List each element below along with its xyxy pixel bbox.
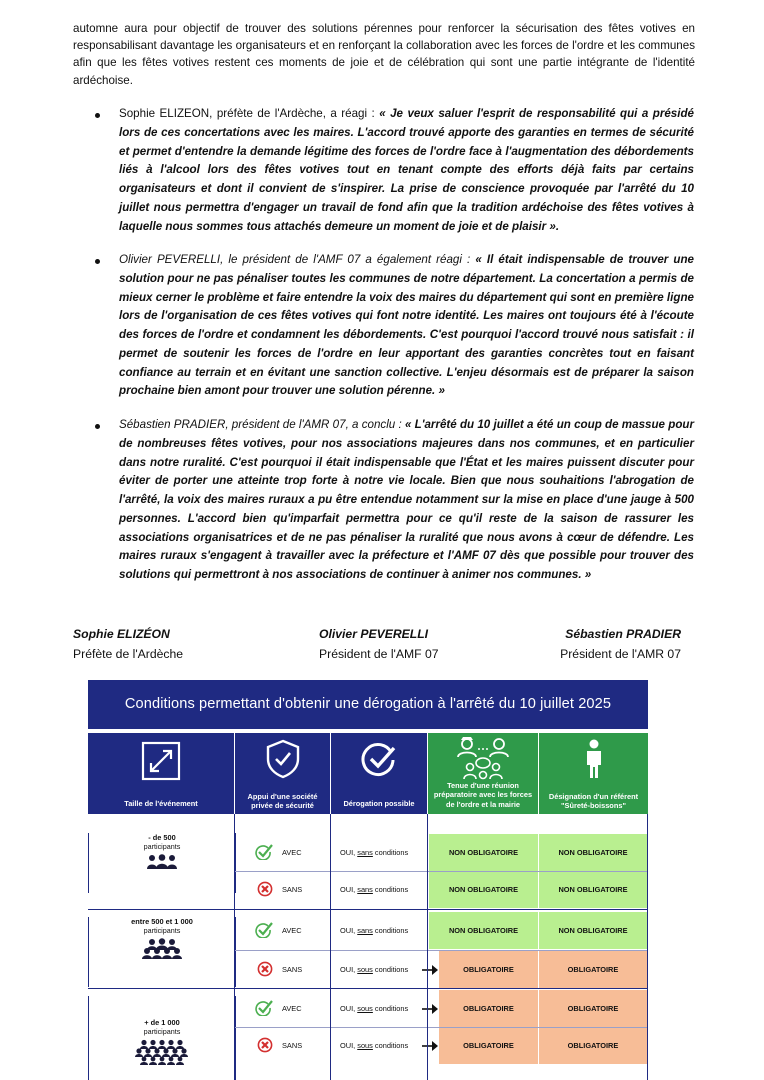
row-4-derogation — [340, 951, 428, 988]
derog-suffix: conditions — [372, 965, 409, 974]
row-5-referent: OBLIGATOIRE — [539, 990, 647, 1027]
cross-icon — [257, 881, 273, 897]
row-2-appui — [235, 871, 330, 908]
infographic-title: Conditions permettant d'obtenir une dérogation à l'arrêté du 10 juillet 2025 — [88, 680, 648, 729]
arrow-right-icon — [422, 1004, 438, 1014]
derog-suffix: conditions — [372, 848, 409, 857]
row-divider — [235, 950, 648, 951]
appui-value: SANS — [282, 885, 303, 894]
cross-icon — [257, 961, 273, 977]
header-referent — [539, 733, 648, 814]
row-divider — [235, 1027, 648, 1028]
small-crowd-icon — [145, 854, 179, 870]
bullet-dot — [95, 113, 100, 118]
row-5-appui — [235, 990, 330, 1027]
header-security-company — [235, 733, 330, 814]
shield-check-icon — [265, 739, 301, 779]
row-6-appui — [235, 1027, 330, 1064]
column-divider — [330, 814, 331, 1080]
header-label: Taille de l'événement — [124, 799, 198, 808]
group-sublabel: participants — [143, 842, 181, 851]
derogation-infographic — [88, 680, 648, 1080]
row-4-referent: OBLIGATOIRE — [539, 951, 647, 988]
row-2-reunion: NON OBLIGATOIRE — [429, 871, 538, 908]
check-icon — [255, 922, 273, 938]
appui-value: AVEC — [282, 848, 302, 857]
column-divider — [647, 814, 648, 1080]
medium-crowd-icon — [140, 938, 184, 960]
derog-prefix: OUI, — [340, 1004, 358, 1013]
check-icon — [255, 1000, 273, 1016]
group-over-1000 — [88, 996, 236, 1080]
arrow-right-icon — [422, 1041, 438, 1051]
signature-name: Sébastien PRADIER — [565, 627, 681, 641]
group-divider — [88, 988, 648, 989]
check-icon — [255, 844, 273, 860]
row-1-appui — [235, 834, 330, 871]
row-5-reunion: OBLIGATOIRE — [439, 990, 538, 1027]
appui-value: AVEC — [282, 1004, 302, 1013]
derog-keyword: sans — [357, 926, 373, 935]
row-1-derogation — [340, 834, 428, 871]
header-derogation — [331, 733, 427, 814]
signature-role: Président de l'AMR 07 — [560, 647, 681, 661]
signature-name: Olivier PEVERELLI — [319, 627, 429, 641]
large-crowd-icon — [133, 1039, 191, 1065]
derog-keyword: sous — [357, 965, 373, 974]
bullet-dot — [95, 259, 100, 264]
row-3-appui — [235, 912, 330, 949]
quote-amr — [119, 416, 694, 585]
derog-prefix: OUI, — [340, 1041, 358, 1050]
quote-text: « Je veux saluer l'esprit de responsabilité qui a présidé lors de ces concertations avec les maires. L'accord trouvé apporte des garanties en termes de sécurité et permet d'entendre la demande légitime des forces de l'ordre face à l'augmentation des débordements liés à l'alcool lors des fêtes votives tout en tenant compte des efforts déjà faits par certains organisateurs et dont il convient de s'inspirer. La prise de conscience provoquée par l'arrêté du 10 juillet nous permettra d'engager un travail de fond afin que la tradition ardéchoise des fêtes votives à laquelle nous sommes tous attachés demeure un moment de joie et de plaisir ». — [119, 107, 694, 233]
row-divider — [235, 871, 648, 872]
header-meeting — [428, 733, 538, 814]
derog-suffix: conditions — [372, 1004, 409, 1013]
derog-prefix: OUI, — [340, 885, 358, 894]
signature-amr — [549, 624, 681, 664]
derog-suffix: conditions — [372, 885, 409, 894]
row-4-reunion: OBLIGATOIRE — [439, 951, 538, 988]
derog-prefix: OUI, — [340, 965, 358, 974]
appui-value: SANS — [282, 1041, 303, 1050]
group-label: entre 500 et 1 000 — [131, 917, 193, 926]
derog-keyword: sous — [357, 1041, 373, 1050]
derog-keyword: sans — [357, 885, 373, 894]
row-4-appui — [235, 951, 330, 988]
person-icon — [584, 739, 604, 779]
row-2-derogation — [340, 871, 428, 908]
derog-suffix: conditions — [372, 926, 409, 935]
group-divider — [88, 909, 648, 910]
quote-prefet — [119, 105, 694, 236]
signature-name: Sophie ELIZÉON — [73, 627, 170, 641]
quote-lead: Sophie ELIZEON, préfète de l'Ardèche, a réagi : — [119, 107, 380, 120]
appui-value: SANS — [282, 965, 303, 974]
signature-role: Préfète de l'Ardèche — [73, 647, 184, 661]
quote-text: « Il était indispensable de trouver une solution pour ne pas pénaliser toutes les communes de notre département. La concertation a permis de mieux cerner le problème et faire entendre la voix des maires du département qui sont en première ligne lors de l'organisation de ces fêtes votives qui font notre identité. Les maires ont toujours été à l'écoute des forces de l'ordre et condamnent les débordements. C'est pourquoi l'accord trouvé nous satisfait : il permet de soutenir les forces de l'ordre en leur apportant des garanties concrètes tout en faisant confiance au terrain et en évitant une sanction collective. L'enjeu désormais est de préparer la saison prochaine bien amont pour trouver une solution pérenne. » — [119, 253, 694, 398]
row-1-reunion: NON OBLIGATOIRE — [429, 834, 538, 871]
derog-keyword: sans — [357, 848, 373, 857]
group-under-500 — [88, 833, 236, 893]
derog-prefix: OUI, — [340, 848, 358, 857]
circle-check-icon — [360, 741, 398, 779]
derog-keyword: sous — [357, 1004, 373, 1013]
row-1-referent: NON OBLIGATOIRE — [539, 834, 647, 871]
row-3-reunion: NON OBLIGATOIRE — [429, 912, 538, 949]
group-label: - de 500 — [148, 833, 176, 842]
group-500-1000 — [88, 917, 236, 987]
signature-amf — [319, 624, 439, 664]
quote-amf — [119, 251, 694, 401]
intro-paragraph: automne aura pour objectif de trouver des solutions pérennes pour renforcer la sécurisation des fêtes votives en responsabilisant davantage les organisateurs et en renforçant la collaboration avec les forces de l'ordre et les communes afin que les fêtes votives restent ces moments de joie et de célébration qui sont une partie intégrante de l'identité ardéchoise. — [73, 22, 695, 87]
group-sublabel: participants — [143, 1027, 181, 1036]
group-label: + de 1 000 — [144, 1018, 180, 1027]
arrow-right-icon — [422, 965, 438, 975]
row-3-derogation — [340, 912, 428, 949]
group-sublabel: participants — [143, 926, 181, 935]
meeting-people-icon — [456, 735, 510, 781]
row-3-referent: NON OBLIGATOIRE — [539, 912, 647, 949]
header-label: Tenue d'une réunion préparatoire avec les forces de l'ordre et la mairie — [433, 781, 533, 809]
quote-lead: Sébastien PRADIER, président de l'AMR 07, a conclu : — [119, 418, 405, 431]
header-label: Désignation d'un référent "Sûreté-boissons" — [548, 792, 639, 811]
derog-suffix: conditions — [372, 1041, 409, 1050]
cross-icon — [257, 1037, 273, 1053]
quote-lead: Olivier PEVERELLI, le président de l'AMF 07 a également réagi : — [119, 253, 476, 266]
column-divider — [234, 814, 235, 1080]
row-6-derogation — [340, 1027, 428, 1064]
row-2-referent: NON OBLIGATOIRE — [539, 871, 647, 908]
row-6-reunion: OBLIGATOIRE — [439, 1027, 538, 1064]
header-label: Appui d'une société privée de sécurité — [247, 792, 318, 811]
quote-text: « L'arrêté du 10 juillet a été un coup de massue pour de nombreuses fêtes votives, pour nos associations majeures dans nos communes, et en particulier dans notre ruralité. C'est pourquoi il était indispensable que l'État et les maires puissent discuter pour éviter de porter une atteinte trop forte à notre vie locale. Bien que nous souhaitions l'abrogation de l'arrêté, la voix des maires ruraux a pu être entendue notamment sur la mise en place d'une jauge à 500 personnes. L'accord bien qu'imparfait permettra pour ce qu'il reste de la saison de rassurer les associations organisatrices et de ne pas pénaliser la ruralité que nous avons à cœur de défendre. Les maires ruraux s'engagent à travailler avec la préfecture et l'AMF 07 dès que possible pour trouver des solutions qui permettront à nos associations de continuer à animer nos communes. » — [119, 418, 694, 581]
appui-value: AVEC — [282, 926, 302, 935]
derog-prefix: OUI, — [340, 926, 358, 935]
signature-role: Président de l'AMF 07 — [319, 647, 439, 661]
row-6-referent: OBLIGATOIRE — [539, 1027, 647, 1064]
signature-prefet — [73, 624, 183, 664]
header-label: Dérogation possible — [343, 799, 415, 808]
column-divider — [427, 814, 428, 1080]
row-5-derogation — [340, 990, 428, 1027]
resize-arrows-icon — [141, 741, 181, 781]
bullet-dot — [95, 424, 100, 429]
header-event-size — [88, 733, 234, 814]
